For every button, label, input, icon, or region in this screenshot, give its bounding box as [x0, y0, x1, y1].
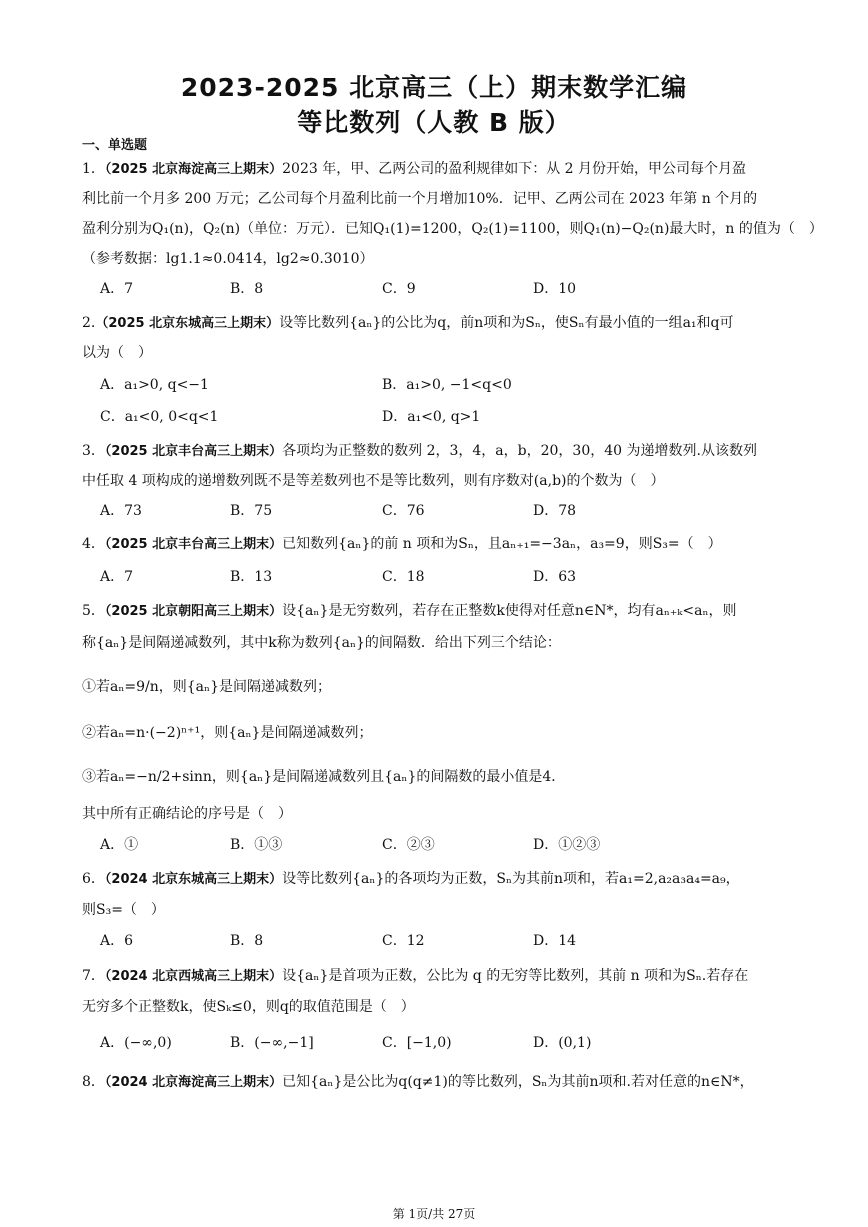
question-2-source: （2025 北京东城高三上期末） — [95, 316, 280, 331]
option-c: C．9 — [382, 281, 416, 297]
title-line-2: 等比数列（人教 B 版） — [297, 108, 571, 137]
question-7-line-2: 无穷多个正整数k，使Sₖ≤0，则q的取值范围是（ ） — [82, 999, 415, 1015]
option-c: C．76 — [382, 503, 425, 519]
question-6-line-1: 6．（2024 北京东城高三上期末）设等比数列{aₙ}的各项均为正数，Sₙ为其前n项和，若a₁=2,a₂a₃a₄=a₉， — [82, 871, 740, 887]
option-d: D．(0,1) — [533, 1035, 592, 1051]
option-b: B．①③ — [230, 837, 283, 853]
question-7-line-1: 7．（2024 北京西城高三上期末）设{aₙ}是首项为正数，公比为 q 的无穷等比数列，其前 n 项和为Sₙ.若存在 — [82, 968, 749, 984]
question-1-line-4: （参考数据：lg1.1≈0.0414，lg2≈0.3010） — [82, 251, 374, 267]
question-7-source: （2024 北京西城高三上期末） — [104, 969, 283, 984]
question-3-line-2: 中任取 4 项构成的递增数列既不是等差数列也不是等比数列，则有序数对(a,b)的个数为（ ） — [82, 473, 665, 489]
question-5-statement-1: ①若aₙ=9/n，则{aₙ}是间隔递减数列； — [82, 679, 331, 695]
question-8-line-1: 8．（2024 北京海淀高三上期末）已知{aₙ}是公比为q(q≠1)的等比数列，Sₙ为其前n项和.若对任意的n∈N*， — [82, 1074, 754, 1090]
question-1-line-2: 利比前一个月多 200 万元；乙公司每个月盈利比前一个月增加10%．记甲、乙两公司在 2023 年第 n 个月的 — [82, 191, 758, 207]
option-c: C．[−1,0) — [382, 1035, 452, 1051]
question-5-line-6: 其中所有正确结论的序号是（ ） — [82, 806, 292, 822]
option-b: B．75 — [230, 503, 273, 519]
option-c: C．②③ — [382, 837, 435, 853]
section-heading: 一、单选题 — [82, 138, 148, 153]
option-a: A．(−∞,0) — [100, 1035, 172, 1051]
question-2-line-1: 2.（2025 北京东城高三上期末）设等比数列{aₙ}的公比为q，前n项和为Sₙ，使Sₙ有最小值的一组a₁和q可 — [82, 315, 734, 331]
option-b: B．a₁>0, −1<q<0 — [382, 377, 512, 393]
option-a: A．7 — [100, 569, 134, 585]
option-c: C．a₁<0, 0<q<1 — [100, 409, 219, 425]
question-1-line-1: 1．（2025 北京海淀高三上期末）2023 年，甲、乙两公司的盈利规律如下：从 2 月份开始，甲公司每个月盈 — [82, 161, 747, 177]
page-footer: 第 1页/共 27页 — [392, 1207, 476, 1221]
option-d: D．78 — [533, 503, 577, 519]
question-6-source: （2024 北京东城高三上期末） — [104, 872, 283, 887]
question-5-statement-2: ②若aₙ=n·(−2)ⁿ⁺¹，则{aₙ}是间隔递减数列； — [82, 725, 373, 741]
question-8-source: （2024 北京海淀高三上期末） — [104, 1075, 283, 1090]
question-1-source: （2025 北京海淀高三上期末） — [104, 162, 283, 177]
question-4-line-1: 4．（2025 北京丰台高三上期末）已知数列{aₙ}的前 n 项和为Sₙ，且aₙ₊₁=−3aₙ，a₃=9，则S₃=（ ） — [82, 536, 722, 552]
question-6-line-2: 则S₃=（ ） — [82, 902, 165, 918]
option-d: D．a₁<0, q>1 — [382, 409, 481, 425]
title-line-1: 2023-2025 北京高三（上）期末数学汇编 — [180, 73, 688, 102]
option-d: D．63 — [533, 569, 577, 585]
question-2-line-2: 以为（ ） — [82, 345, 152, 361]
option-d: D．10 — [533, 281, 577, 297]
option-a: A．① — [100, 837, 139, 853]
question-4-source: （2025 北京丰台高三上期末） — [104, 537, 283, 552]
option-a: A．a₁>0, q<−1 — [100, 377, 209, 393]
question-3-line-1: 3．（2025 北京丰台高三上期末）各项均为正整数的数列 2，3，4，a，b，20，30，40 为递增数列.从该数列 — [82, 443, 757, 459]
question-1-line-3: 盈利分别为Q₁(n)，Q₂(n)（单位：万元）．已知Q₁(1)=1200，Q₂(1)=1100，则Q₁(n)−Q₂(n)最大时，n 的值为（ ） — [82, 221, 823, 237]
option-b: B．8 — [230, 281, 264, 297]
option-c: C．12 — [382, 933, 425, 949]
question-5-statement-3: ③若aₙ=−n/2+sinn，则{aₙ}是间隔递减数列且{aₙ}的间隔数的最小值是4． — [82, 769, 566, 785]
question-5-line-1: 5．（2025 北京朝阳高三上期末）设{aₙ}是无穷数列，若存在正整数k使得对任意n∈N*，均有aₙ₊ₖ<aₙ，则 — [82, 603, 737, 619]
question-5-line-2: 称{aₙ}是间隔递减数列，其中k称为数列{aₙ}的间隔数．给出下列三个结论： — [82, 635, 561, 651]
option-b: B．(−∞,−1] — [230, 1035, 314, 1051]
question-5-source: （2025 北京朝阳高三上期末） — [104, 604, 283, 619]
question-3-source: （2025 北京丰台高三上期末） — [104, 444, 283, 459]
option-a: A．7 — [100, 281, 134, 297]
option-d: D．14 — [533, 933, 577, 949]
option-a: A．73 — [100, 503, 142, 519]
option-a: A．6 — [100, 933, 134, 949]
option-b: B．8 — [230, 933, 264, 949]
option-d: D．①②③ — [533, 837, 601, 853]
option-c: C．18 — [382, 569, 425, 585]
option-b: B．13 — [230, 569, 273, 585]
